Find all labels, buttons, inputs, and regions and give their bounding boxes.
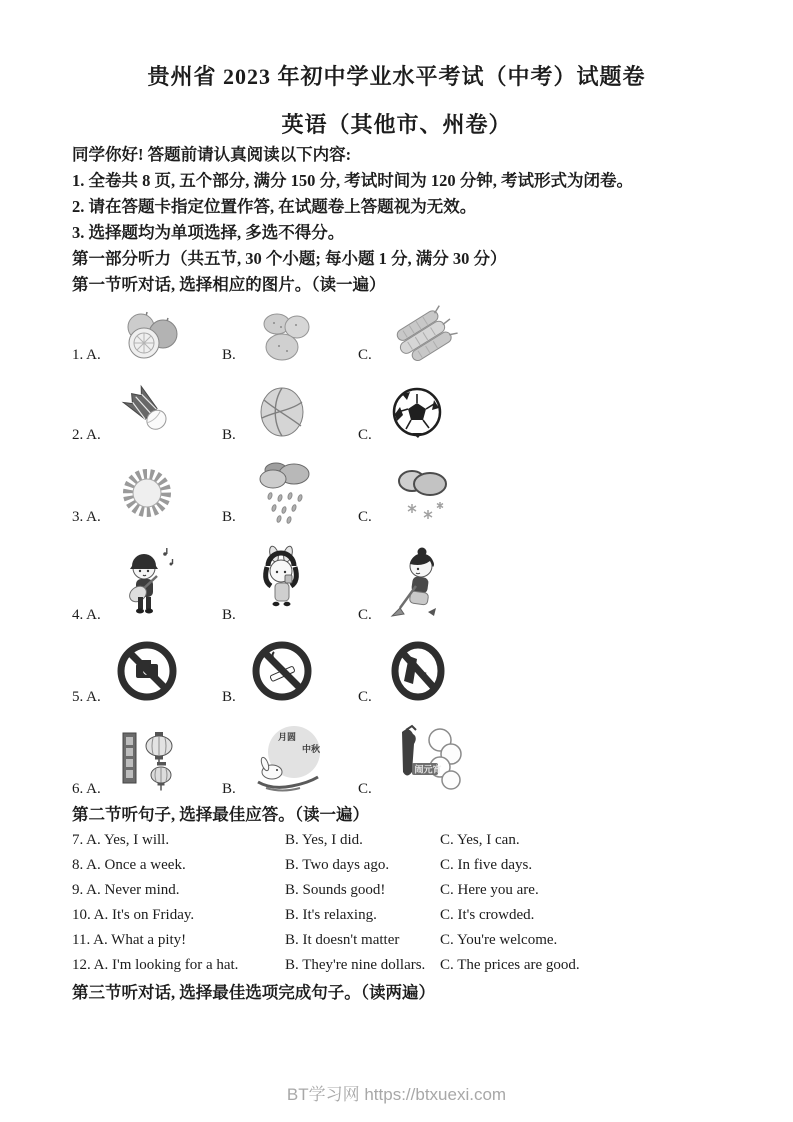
q4-label-c: C. [358, 607, 372, 623]
q6-label-c: C. [358, 781, 372, 797]
question-12-row [72, 953, 737, 978]
q11-option-a: 11. A. What a pity! [72, 932, 187, 948]
corn-icon [382, 304, 466, 364]
q1-option-a [72, 304, 222, 364]
q7-option-c: C. Yes, I can. [440, 832, 520, 848]
soccer-ball-icon [382, 382, 452, 444]
q3-label-b: B. [222, 509, 236, 525]
q11-option-c: C. You're welcome. [440, 932, 558, 948]
q10-option-a: 10. A. It's on Friday. [72, 907, 195, 923]
q5-option-c [358, 638, 737, 706]
no-smoking-sign-icon [246, 638, 318, 706]
mid-autumn-caption-1: 月圆 [277, 732, 296, 742]
q5-option-a [72, 638, 222, 706]
q6-option-c [358, 724, 737, 798]
part1-heading: 第一部分听力（共五节, 30 个小题; 每小题 1 分, 满分 30 分） [72, 249, 507, 268]
q11-option-b: B. It doesn't matter [285, 932, 400, 948]
page-subtitle: 英语（其他市、州卷） [281, 112, 512, 137]
q4-label-a: 4. A. [72, 607, 101, 623]
note-3: 3. 选择题均为单项选择, 多选不得分。 [72, 223, 345, 242]
mid-autumn-caption-2: 中秋 [301, 744, 320, 754]
girl-playing-guitar-icon [111, 542, 183, 624]
paper-body [72, 142, 737, 1006]
q3-label-c: C. [358, 509, 372, 525]
q4-option-c [358, 542, 737, 624]
q9-option-c: C. Here you are. [440, 882, 539, 898]
no-littering-sign-icon [382, 638, 454, 706]
lantern-festival-caption: 闹元宵 [414, 764, 442, 775]
greeting-line: 同学你好! 答题前请认真阅读以下内容: [72, 145, 352, 164]
question-7-row [72, 828, 737, 853]
note-1: 1. 全卷共 8 页, 五个部分, 满分 150 分, 考试时间为 120 分钟, 考试形式为闭卷。 [72, 171, 633, 190]
page-title: 贵州省 2023 年初中学业水平考试（中考）试题卷 [147, 64, 646, 89]
q9-option-b: B. Sounds good! [285, 882, 386, 898]
q4-label-b: B. [222, 607, 236, 623]
q8-option-c: C. In five days. [440, 857, 533, 873]
basketball-icon [246, 380, 318, 444]
q1-label-b: B. [222, 347, 236, 363]
mid-autumn-festival-icon [246, 722, 330, 798]
note-2: 2. 请在答题卡指定位置作答, 在试题卷上答题视为无效。 [72, 197, 477, 216]
picture-question-row-3 [72, 458, 737, 526]
q8-option-a: 8. A. Once a week. [72, 857, 186, 873]
badminton-shuttlecock-icon [111, 382, 187, 444]
q1-option-c [358, 304, 737, 364]
question-10-row [72, 903, 737, 928]
q2-label-b: B. [222, 427, 236, 443]
q9-option-a: 9. A. Never mind. [72, 882, 180, 898]
rain-cloud-icon [246, 458, 326, 526]
q2-label-c: C. [358, 427, 372, 443]
q3-option-c [358, 464, 737, 526]
q5-label-c: C. [358, 689, 372, 705]
question-9-row [72, 878, 737, 903]
lantern-festival-icon [382, 724, 466, 798]
q6-option-b [222, 722, 358, 798]
section3-heading: 第三节听对话, 选择最佳选项完成句子。（读两遍） [72, 983, 435, 1002]
q12-option-c: C. The prices are good. [440, 957, 580, 973]
q3-option-b [222, 458, 358, 526]
q1-label-a: 1. A. [72, 347, 101, 363]
picture-question-row-5 [72, 638, 737, 706]
q2-label-a: 2. A. [72, 427, 101, 443]
q2-option-c [358, 382, 737, 444]
picture-question-row-6 [72, 722, 737, 798]
no-photography-sign-icon [111, 638, 183, 706]
q3-option-a [72, 460, 222, 526]
q10-option-b: B. It's relaxing. [285, 907, 377, 923]
section1-heading: 第一节听对话, 选择相应的图片。（读一遍） [72, 275, 386, 294]
potatoes-icon [246, 306, 322, 364]
q1-option-b [222, 306, 358, 364]
q2-option-b [222, 380, 358, 444]
picture-question-row-2 [72, 380, 737, 444]
watermark: BT学习网 https://btxuexi.com [286, 1085, 507, 1104]
picture-question-row-1 [72, 304, 737, 364]
q6-label-a: 6. A. [72, 781, 101, 797]
q4-option-a [72, 542, 222, 624]
girl-singing-with-cup-icon [246, 542, 318, 624]
q7-option-a: 7. A. Yes, I will. [72, 832, 170, 848]
sun-icon [111, 460, 183, 526]
q1-label-c: C. [358, 347, 372, 363]
q3-label-a: 3. A. [72, 509, 101, 525]
question-8-row [72, 853, 737, 878]
q4-option-b [222, 542, 358, 624]
picture-question-row-4 [72, 542, 737, 624]
q5-label-b: B. [222, 689, 236, 705]
tomatoes-icon [111, 304, 187, 364]
q2-option-a [72, 382, 222, 444]
q12-option-a: 12. A. I'm looking for a hat. [72, 957, 239, 973]
question-11-row [72, 928, 737, 953]
spring-festival-lanterns-icon [111, 726, 189, 798]
section2-heading: 第二节听句子, 选择最佳应答。（读一遍） [72, 805, 369, 824]
q8-option-b: B. Two days ago. [285, 857, 390, 873]
q5-label-a: 5. A. [72, 689, 101, 705]
child-sweeping-icon [382, 542, 458, 624]
snow-cloud-icon [382, 464, 462, 526]
q12-option-b: B. They're nine dollars. [285, 957, 426, 973]
q6-label-b: B. [222, 781, 236, 797]
title-block [0, 60, 793, 139]
q7-option-b: B. Yes, I did. [285, 832, 363, 848]
q10-option-c: C. It's crowded. [440, 907, 535, 923]
q5-option-b [222, 638, 358, 706]
q6-option-a [72, 726, 222, 798]
